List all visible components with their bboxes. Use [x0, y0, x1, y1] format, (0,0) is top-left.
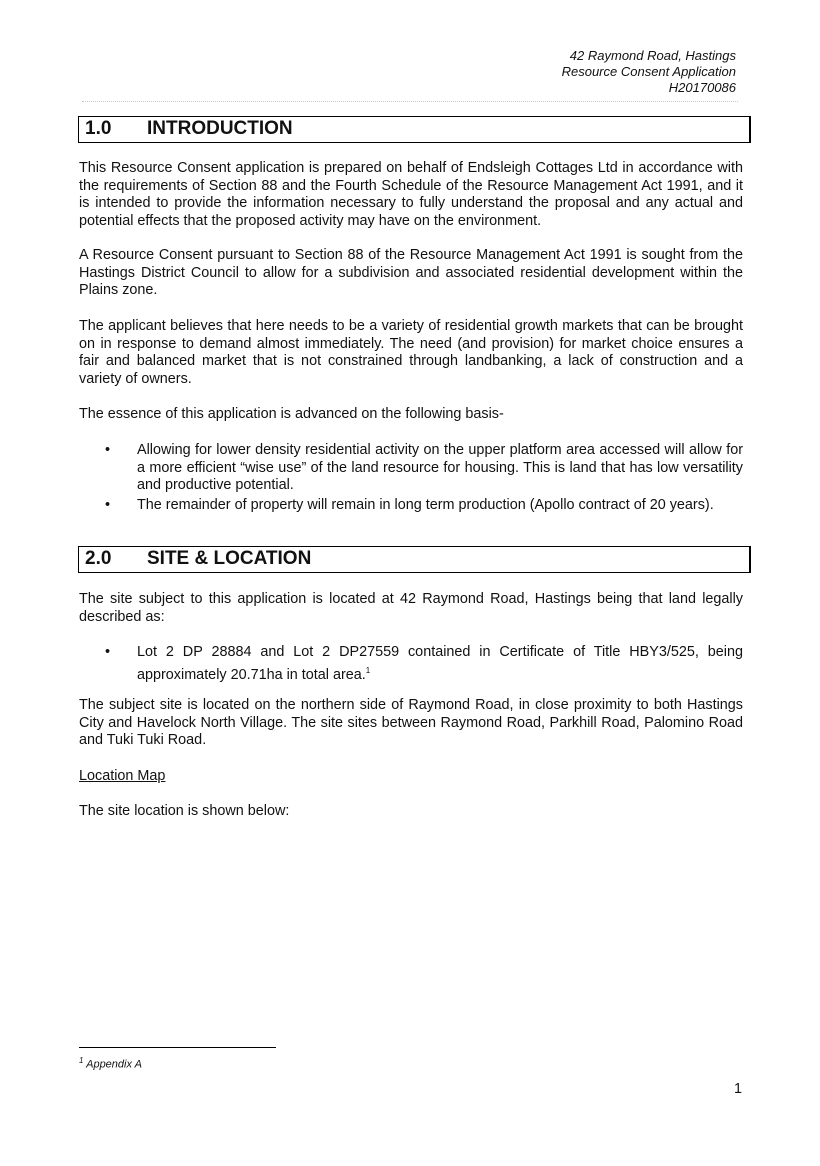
- site-paragraph-2: The subject site is located on the northern side of Raymond Road, in close proximity to both Hastings City and Havelock North Village. The site sites between Raymond Road, Parkhill Road, Palomino Road and Tuki Tuki Road.: [79, 697, 743, 748]
- section-heading-site-location: [78, 546, 751, 573]
- footnote-mark: 1: [79, 1056, 84, 1065]
- intro-paragraph-2: A Resource Consent pursuant to Section 88 of the Resource Management Act 1991 is sought from the Hastings District Council to allow for a subdivision and associated residential development within the Plains zone.: [79, 247, 743, 298]
- footnote-divider: [79, 1047, 276, 1048]
- footnote-reference: 1: [365, 665, 371, 675]
- section-number: 2.0: [85, 548, 112, 569]
- header-reference: H20170086: [668, 80, 736, 95]
- section-title: SITE & LOCATION: [147, 548, 312, 569]
- header-divider: [82, 101, 738, 102]
- site-bullet-list: [79, 644, 743, 686]
- bullet-icon: •: [105, 496, 111, 513]
- intro-bullet-list: [79, 442, 743, 516]
- header-doc-type: Resource Consent Application: [561, 64, 736, 79]
- location-map-subheading: Location Map: [79, 768, 166, 784]
- footnote: [79, 1056, 142, 1071]
- intro-paragraph-4: The essence of this application is advanced on the following basis-: [79, 406, 504, 422]
- site-paragraph-1: The site subject to this application is located at 42 Raymond Road, Hastings being that land legally described as:: [79, 591, 743, 625]
- section-heading-introduction: [78, 116, 751, 143]
- header-address: 42 Raymond Road, Hastings: [569, 48, 736, 63]
- list-item: • Lot 2 DP 28884 and Lot 2 DP27559 contained in Certificate of Title HBY3/525, being approximately 20.71ha in total area.$^1$: [105, 644, 743, 683]
- list-item: • The remainder of property will remain in long term production (Apollo contract of 20 years).: [105, 496, 714, 513]
- bullet-icon: •: [105, 442, 111, 458]
- intro-paragraph-3: The applicant believes that here needs to be a variety of residential growth markets that can be brought on in response to demand almost immediately. The need (and provision) for market choice ensures a fair and balanced market that is not constrained through landbanking, a lack of construction and a variety of owners.: [79, 318, 743, 387]
- list-item: • Allowing for lower density residential activity on the upper platform area accessed will allow for a more efficient “wise use” of the land resource for housing. This is land that has low versatility and productive potential.: [105, 442, 743, 493]
- section-number: 1.0: [85, 118, 112, 139]
- site-paragraph-3: The site location is shown below:: [79, 803, 290, 819]
- document-header: [562, 48, 736, 96]
- section-title: INTRODUCTION: [147, 118, 293, 139]
- bullet-icon: •: [105, 644, 111, 660]
- footnote-text: Appendix A: [86, 1058, 142, 1071]
- page-number: 1: [733, 1081, 742, 1097]
- intro-paragraph-1: This Resource Consent application is prepared on behalf of Endsleigh Cottages Ltd in accordance with the requirements of Section 88 and the Fourth Schedule of the Resource Management Act 1991, and it is intended to provide the information necessary to fully understand the proposal and any actual and potential effects that the proposed activity may have on the environment.: [79, 160, 743, 229]
